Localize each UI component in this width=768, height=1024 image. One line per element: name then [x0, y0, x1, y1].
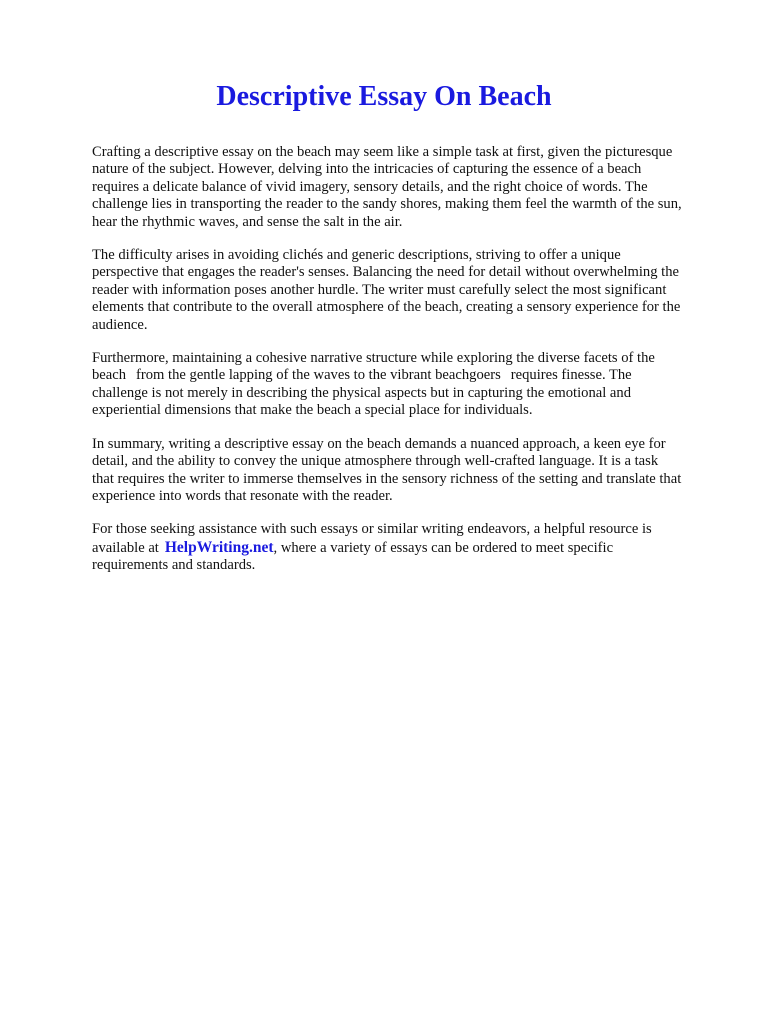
paragraph-2	[92, 247, 732, 334]
text-fragment: requires finesse. The	[510, 367, 632, 384]
text-fragment: available at	[92, 539, 159, 556]
text-line: hear the rhythmic waves, and sense the salt in the air.	[92, 213, 403, 230]
page-title: Descriptive Essay On Beach	[216, 81, 552, 112]
text-line: audience.	[92, 316, 148, 333]
text-line: challenge lies in transporting the reader to the sandy shores, making them feel the warmth of the sun,	[92, 196, 682, 213]
paragraph-4	[92, 436, 732, 506]
text-line: experience into words that resonate with the reader.	[92, 487, 393, 504]
helpwriting-link[interactable]: HelpWriting.net	[164, 538, 274, 556]
text-line: requires a delicate balance of vivid imagery, sensory details, and the right choice of words. The	[92, 178, 648, 195]
paragraph-5	[92, 521, 732, 574]
text-fragment: , where a variety of essays can be ordered to meet specific	[273, 539, 614, 556]
text-line: experiential dimensions that make the beach a special place for individuals.	[92, 402, 533, 419]
essay-body	[92, 144, 732, 591]
text-line: that requires the writer to immerse themselves in the sensory richness of the setting and translate that	[92, 470, 682, 487]
text-line: The difficulty arises in avoiding clichés and generic descriptions, striving to offer a unique	[92, 247, 621, 264]
text-line: In summary, writing a descriptive essay on the beach demands a nuanced approach, a keen eye for	[92, 435, 666, 452]
text-line: detail, and the ability to convey the unique atmosphere through well-crafted language. It is a task	[92, 453, 659, 470]
text-line	[92, 539, 732, 557]
text-line: For those seeking assistance with such essays or similar writing endeavors, a helpful resource is	[92, 521, 652, 538]
text-line: challenge is not merely in describing the physical aspects but in capturing the emotional and	[92, 384, 632, 401]
text-fragment: beach	[92, 367, 127, 384]
text-line: Crafting a descriptive essay on the beach may seem like a simple task at first, given the picturesque	[92, 144, 673, 160]
text-line: perspective that engages the reader's senses. Balancing the need for detail without overwhelming the	[92, 264, 679, 281]
text-line: requirements and standards.	[92, 557, 256, 574]
text-line: elements that contribute to the overall atmosphere of the beach, creating a sensory experience for the	[92, 299, 681, 316]
text-line: Furthermore, maintaining a cohesive narrative structure while exploring the diverse facets of the	[92, 350, 655, 367]
paragraph-3	[92, 350, 732, 420]
text-line: reader with information poses another hurdle. The writer must carefully select the most significant	[92, 281, 667, 298]
text-line	[92, 367, 732, 384]
text-line: nature of the subject. However, delving into the intricacies of capturing the essence of a beach	[92, 161, 642, 178]
paragraph-1	[92, 144, 732, 231]
text-fragment: from the gentle lapping of the waves to the vibrant beachgoers	[136, 367, 501, 384]
